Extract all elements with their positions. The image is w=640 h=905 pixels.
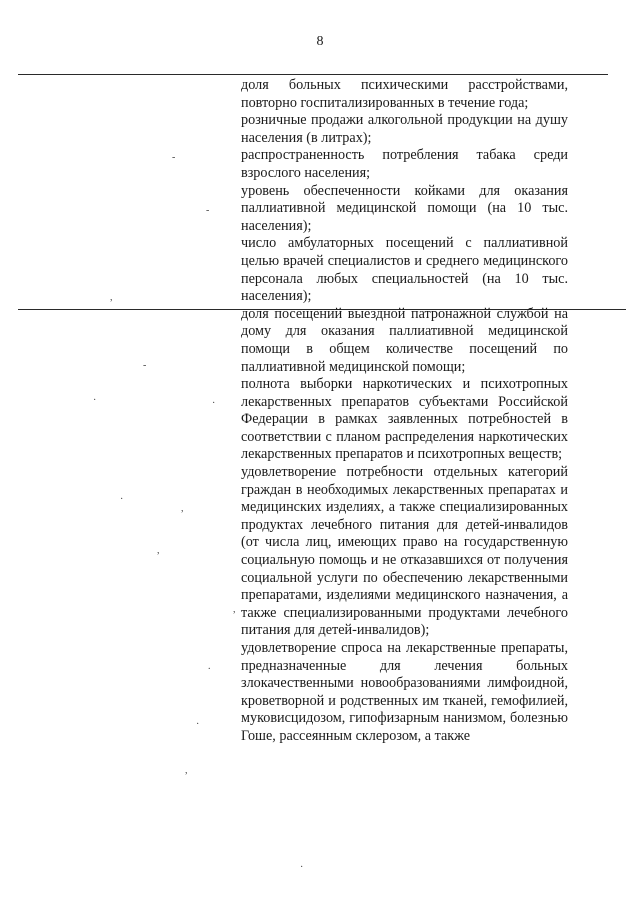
scan-speck: , bbox=[181, 503, 184, 514]
list-item: уровень обеспеченности койками для оказания паллиативной медицинской помощи (на 10 тыс. населения); bbox=[241, 182, 568, 234]
scan-speck: · bbox=[120, 494, 124, 505]
scan-speck: . bbox=[208, 661, 211, 672]
page-number: 8 bbox=[316, 34, 324, 49]
scan-speck: , bbox=[185, 765, 188, 776]
list-item: число амбулаторных посещений с паллиативной целью врачей специалистов и среднего медицинского персонала любых специальностей (на 10 тыс. населения); bbox=[241, 235, 568, 305]
indicator-list bbox=[241, 77, 568, 746]
list-item: розничные продажи алкогольной продукции на душу населения (в литрах); bbox=[241, 112, 568, 146]
scan-speck: , bbox=[110, 292, 113, 303]
list-item: распространенность потребления табака среди взрослого населения; bbox=[241, 147, 568, 181]
scan-speck: - bbox=[172, 152, 176, 163]
scan-speck: · bbox=[300, 862, 304, 873]
list-item: доля больных психическими расстройствами, повторно госпитализированных в течение года; bbox=[241, 77, 568, 111]
scan-speck: - bbox=[206, 205, 210, 216]
scan-speck: · bbox=[212, 398, 216, 409]
top-rule bbox=[18, 74, 608, 75]
scan-speck: · bbox=[93, 395, 97, 406]
scan-speck: , bbox=[157, 545, 160, 556]
scan-speck: , bbox=[233, 604, 236, 615]
list-item: доля посещений выездной патронажной службой на дому для оказания паллиативной медицинской помощи в общем количестве посещений по паллиативной медицинской помощи; bbox=[241, 305, 568, 375]
list-item: полнота выборки наркотических и психотропных лекарственных препаратов субъектами Российской Федерации в рамках заявленных потребностей в соответствии с планом распределения наркотических лекарственных препаратов и психотропных веществ; bbox=[241, 376, 568, 463]
scan-speck: · bbox=[196, 719, 200, 730]
scan-speck: - bbox=[143, 360, 147, 371]
list-item: удовлетворение спроса на лекарственные препараты, предназначенные для лечения больных злокачественными новообразованиями лимфоидной, кроветворной и родственных им тканей, гемофилией, муковисцидозом, гипофизарным нанизмом, болезнью Гоше, рассеянным склерозом, а также bbox=[241, 640, 568, 744]
list-item: удовлетворение потребности отдельных категорий граждан в необходимых лекарственных препаратах и медицинских изделиях, а также специализированных продуктах лечебного питания для детей-инвалидов (от числа лиц, имеющих право на государственную социальную помощь и не отказавшихся от получения социальной услуги по обеспечению лекарственными препаратами, изделиями медицинского назначения, а также специализированными продуктами лечебного питания для детей-инвалидов); bbox=[241, 464, 568, 639]
